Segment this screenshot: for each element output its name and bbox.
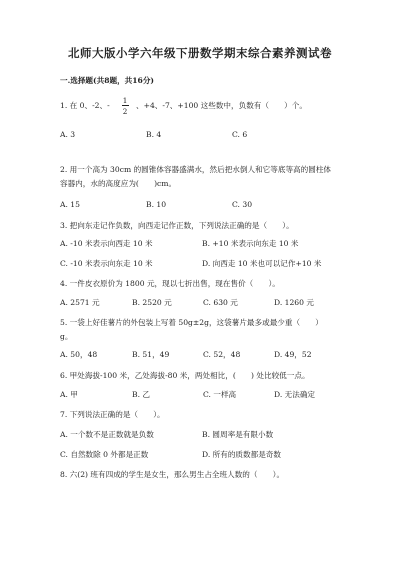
question-6-stem: 6. 甲处海拔-100 米，乙处海拔-80 米，两处相比，( ) 处比较低一点。 xyxy=(60,371,310,380)
question-1-stem-part1: 1. 在 0、-2、- xyxy=(60,101,110,110)
q4-option-a: A. 2571 元 xyxy=(60,298,100,307)
q1-option-b: B. 4 xyxy=(146,130,162,139)
fraction-numerator: 1 xyxy=(122,96,128,105)
q2-option-c: C. 30 xyxy=(232,200,253,209)
q4-option-c: C. 630 元 xyxy=(203,298,238,307)
q4-option-d: D. 1260 元 xyxy=(274,298,314,307)
q5-option-c: C. 52，48 xyxy=(203,350,241,359)
q6-option-c: C. 一样高 xyxy=(203,390,237,399)
q5-option-d: D. 49，52 xyxy=(274,350,312,359)
q7-option-c: C. 自然数除 0 外都是正数 xyxy=(60,450,149,459)
q2-option-a: A. 15 xyxy=(60,200,80,209)
q7-option-a: A. 一个数不是正数就是负数 xyxy=(60,430,154,439)
q7-option-d: D. 所有的质数都是奇数 xyxy=(202,450,281,459)
fraction-denominator: 2 xyxy=(122,107,128,116)
question-8-stem: 8. 六(2) 班有四成的学生是女生，那么男生占全班人数的（ ）。 xyxy=(60,470,285,479)
q3-option-a: A. -10 米表示向西走 10 米 xyxy=(60,239,153,248)
question-2-line1: 2. 用一个高为 30cm 的圆锥体容器盛满水，然后把水倒人和它等底等高的圆柱体 xyxy=(60,165,332,174)
q1-option-c: C. 6 xyxy=(232,130,248,139)
fraction-bar xyxy=(122,105,129,106)
q3-option-b: B. +10 米表示向东走 10 米 xyxy=(202,239,299,248)
q1-option-a: A. 3 xyxy=(60,130,76,139)
q3-option-c: C. -10 米表示向东走 10 米 xyxy=(60,259,153,268)
q4-option-b: B. 2520 元 xyxy=(132,298,172,307)
question-5-line1: 5. 一袋上好佳薯片的外包装上写着 50g±2g，这袋薯片最多或最少重（ ） xyxy=(60,318,323,327)
q3-option-d: D. 向西走 10 米也可以记作+10 米 xyxy=(202,259,322,268)
q2-option-b: B. 10 xyxy=(146,200,167,209)
page-title: 北师大版小学六年级下册数学期末综合素养测试卷 xyxy=(68,46,332,60)
question-1-stem-part2: 、+4、-7、+100 这些数中，负数有（ ）个。 xyxy=(136,101,307,110)
q5-option-a: A. 50，48 xyxy=(60,350,98,359)
q6-option-b: B. 乙 xyxy=(132,390,151,399)
q6-option-d: D. 无法确定 xyxy=(274,390,316,399)
q5-option-b: B. 51，49 xyxy=(132,350,170,359)
question-3-stem: 3. 把向东走记作负数，向西走记作正数，下列说法正确的是（ ）。 xyxy=(60,221,294,230)
question-2-line2: 容器内，水的高度应为( )cm。 xyxy=(60,179,177,188)
question-5-line2: g。 xyxy=(60,332,73,341)
question-7-stem: 7. 下列说法正确的是（ ）。 xyxy=(60,410,165,419)
section-heading: 一.选择题(共8题，共16分) xyxy=(60,76,155,85)
q7-option-b: B. 圆周率是有限小数 xyxy=(202,430,274,439)
question-4-stem: 4. 一件皮衣原价为 1800 元，现以七折出售，现在售价（ ）。 xyxy=(60,279,280,288)
q6-option-a: A. 甲 xyxy=(60,390,78,399)
